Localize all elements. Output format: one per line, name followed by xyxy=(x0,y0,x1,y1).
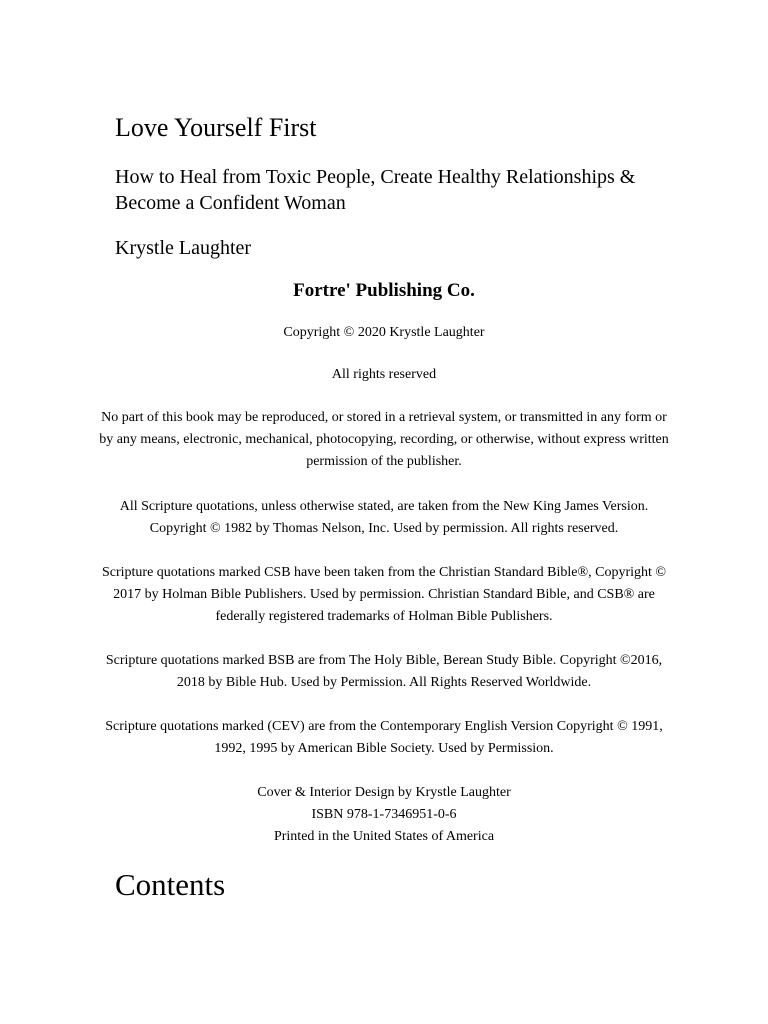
book-title: Love Yourself First xyxy=(115,113,317,142)
copyright-line: Copyright © 2020 Krystle Laughter xyxy=(283,325,485,340)
nkjv-scripture-notice: All Scripture quotations, unless otherwise stated, are taken from the New King James Version. Copyright © 1982 by Thomas Nelson, Inc. Used by permission. All rights reserved. xyxy=(119,499,649,536)
book-author: Krystle Laughter xyxy=(115,237,252,259)
publisher-name: Fortre' Publishing Co. xyxy=(293,280,475,301)
printed-in: Printed in the United States of America xyxy=(273,829,495,844)
bsb-scripture-notice: Scripture quotations marked BSB are from The Holy Bible, Berean Study Bible. Copyright ©2016, 2018 by Bible Hub. Used by Permission. All Rights Reserved Worldwide. xyxy=(105,653,663,690)
book-subtitle: How to Heal from Toxic People, Create Healthy Relationships & Become a Confident Woman xyxy=(115,166,636,214)
design-credit: Cover & Interior Design by Krystle Laughter xyxy=(257,785,511,800)
rights-reserved: All rights reserved xyxy=(331,367,437,382)
cev-scripture-notice: Scripture quotations marked (CEV) are from the Contemporary English Version Copyright © 1991, 1992, 1995 by American Bible Society. Used by Permission. xyxy=(105,719,663,756)
isbn-number: ISBN 978-1-7346951-0-6 xyxy=(311,807,457,822)
reproduction-notice: No part of this book may be reproduced, or stored in a retrieval system, or transmitted in any form or by any means, electronic, mechanical, photocopying, recording, or otherwise, without express written permission of the publisher. xyxy=(99,410,669,469)
csb-scripture-notice: Scripture quotations marked CSB have been taken from the Christian Standard Bible®, Copyright © 2017 by Holman Bible Publishers. Used by permission. Christian Standard Bible, and CSB® are federally registered trademarks of Holman Bible Publishers. xyxy=(101,565,667,624)
contents-heading: Contents xyxy=(115,867,226,902)
